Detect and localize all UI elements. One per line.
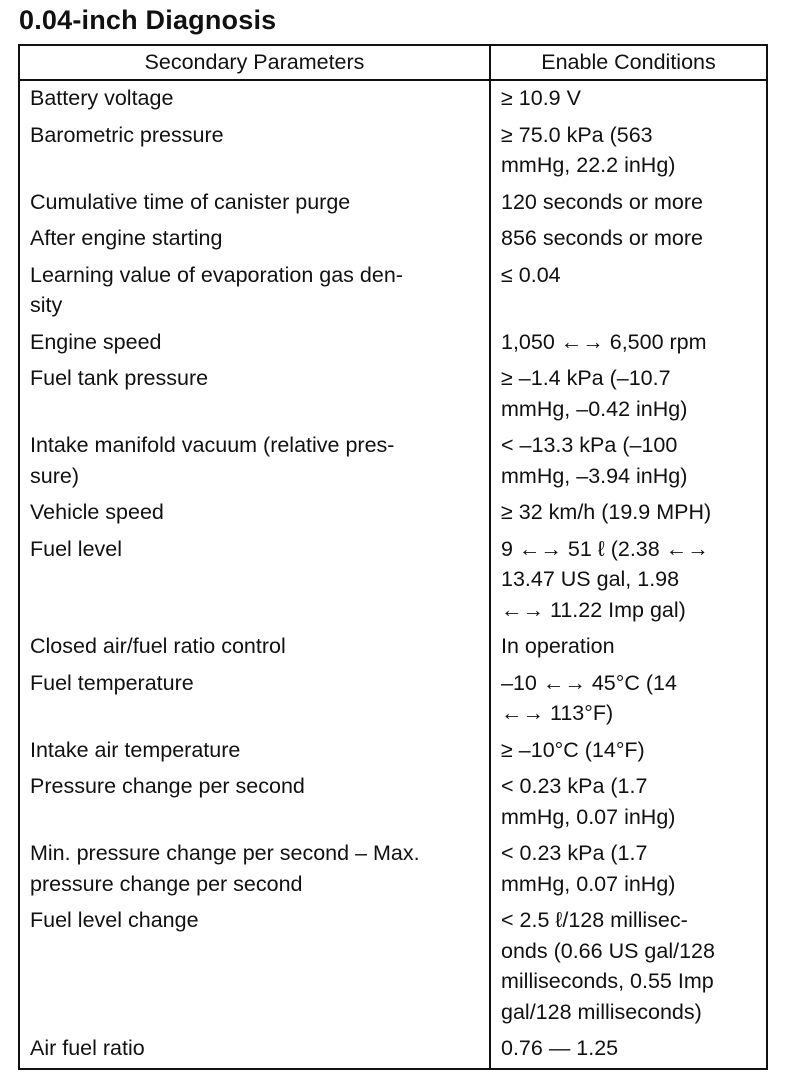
table-row [19, 532, 767, 630]
table-row [19, 428, 767, 495]
parameter-cell: Barometric pressure [19, 118, 490, 185]
condition-cell: In operation [501, 634, 615, 658]
page-title: 0.04-inch Diagnosis [19, 5, 277, 35]
parameter-cell: Vehicle speed [19, 495, 490, 532]
table-row [19, 80, 767, 118]
table-row [19, 221, 767, 258]
column-header-secondary-parameters: Secondary Parameters [19, 45, 490, 80]
table-header-row [19, 45, 767, 80]
condition-cell: ≥ 10.9 V [501, 86, 581, 110]
enable-conditions-table [18, 44, 768, 1070]
condition-cell: ≥ 75.0 kPa (563 mmHg, 22.2 inHg) [501, 122, 676, 177]
table-row [19, 361, 767, 428]
parameter-cell: Intake manifold vacuum (relative pres- sure) [19, 428, 490, 495]
parameter-cell: After engine starting [19, 221, 490, 258]
parameter-cell: Learning value of evaporation gas den- sity [19, 258, 490, 325]
column-header-enable-conditions: Enable Conditions [490, 45, 767, 80]
table-row [19, 903, 767, 1031]
table-row [19, 495, 767, 532]
condition-cell: ≥ –1.4 kPa (–10.7 mmHg, –0.42 inHg) [501, 366, 688, 421]
condition-cell: < –13.3 kPa (–100 mmHg, –3.94 inHg) [501, 433, 688, 488]
parameter-cell: Fuel level [19, 532, 490, 630]
condition-cell: 1,050 ←→ 6,500 rpm [501, 329, 707, 354]
table-row [19, 666, 767, 733]
condition-cell: –10 ←→ 45°C (14 ←→ 113°F) [501, 670, 677, 725]
parameter-cell: Engine speed [19, 325, 490, 362]
parameter-cell: Fuel tank pressure [19, 361, 490, 428]
condition-cell: 120 seconds or more [501, 189, 703, 214]
parameter-cell: Closed air/fuel ratio control [19, 629, 490, 666]
table-row [19, 733, 767, 770]
condition-cell: ≥ 32 km/h (19.9 MPH) [501, 500, 712, 524]
condition-cell: ≥ –10°C (14°F) [501, 737, 645, 762]
table-row [19, 118, 767, 185]
condition-cell: 0.76 — 1.25 [501, 1036, 619, 1060]
parameter-cell: Fuel level change [19, 903, 490, 1031]
parameter-cell: Battery voltage [19, 80, 490, 118]
parameter-cell: Fuel temperature [19, 666, 490, 733]
condition-cell: 9 ←→ 51 ℓ (2.38 ←→ 13.47 US gal, 1.98 ←→ 11.22 Imp gal) [501, 536, 709, 622]
parameter-cell: Pressure change per second [19, 769, 490, 836]
parameter-cell: Intake air temperature [19, 733, 490, 770]
condition-cell: < 0.23 kPa (1.7 mmHg, 0.07 inHg) [501, 774, 676, 829]
condition-cell: < 0.23 kPa (1.7 mmHg, 0.07 inHg) [501, 841, 676, 896]
table-row [19, 185, 767, 222]
table-row [19, 258, 767, 325]
condition-cell: 856 seconds or more [501, 226, 703, 250]
parameter-cell: Cumulative time of canister purge [19, 185, 490, 222]
condition-cell: ≤ 0.04 [501, 262, 561, 287]
table-row [19, 1031, 767, 1069]
table-row [19, 836, 767, 903]
table-row [19, 325, 767, 362]
parameter-cell: Air fuel ratio [19, 1031, 490, 1069]
condition-cell: < 2.5 ℓ/128 millisec- onds (0.66 US gal/128 milliseconds, 0.55 Imp gal/128 milliseconds) [501, 908, 715, 1024]
table-row [19, 769, 767, 836]
parameter-cell: Min. pressure change per second – Max. pressure change per second [19, 836, 490, 903]
table-row [19, 629, 767, 666]
